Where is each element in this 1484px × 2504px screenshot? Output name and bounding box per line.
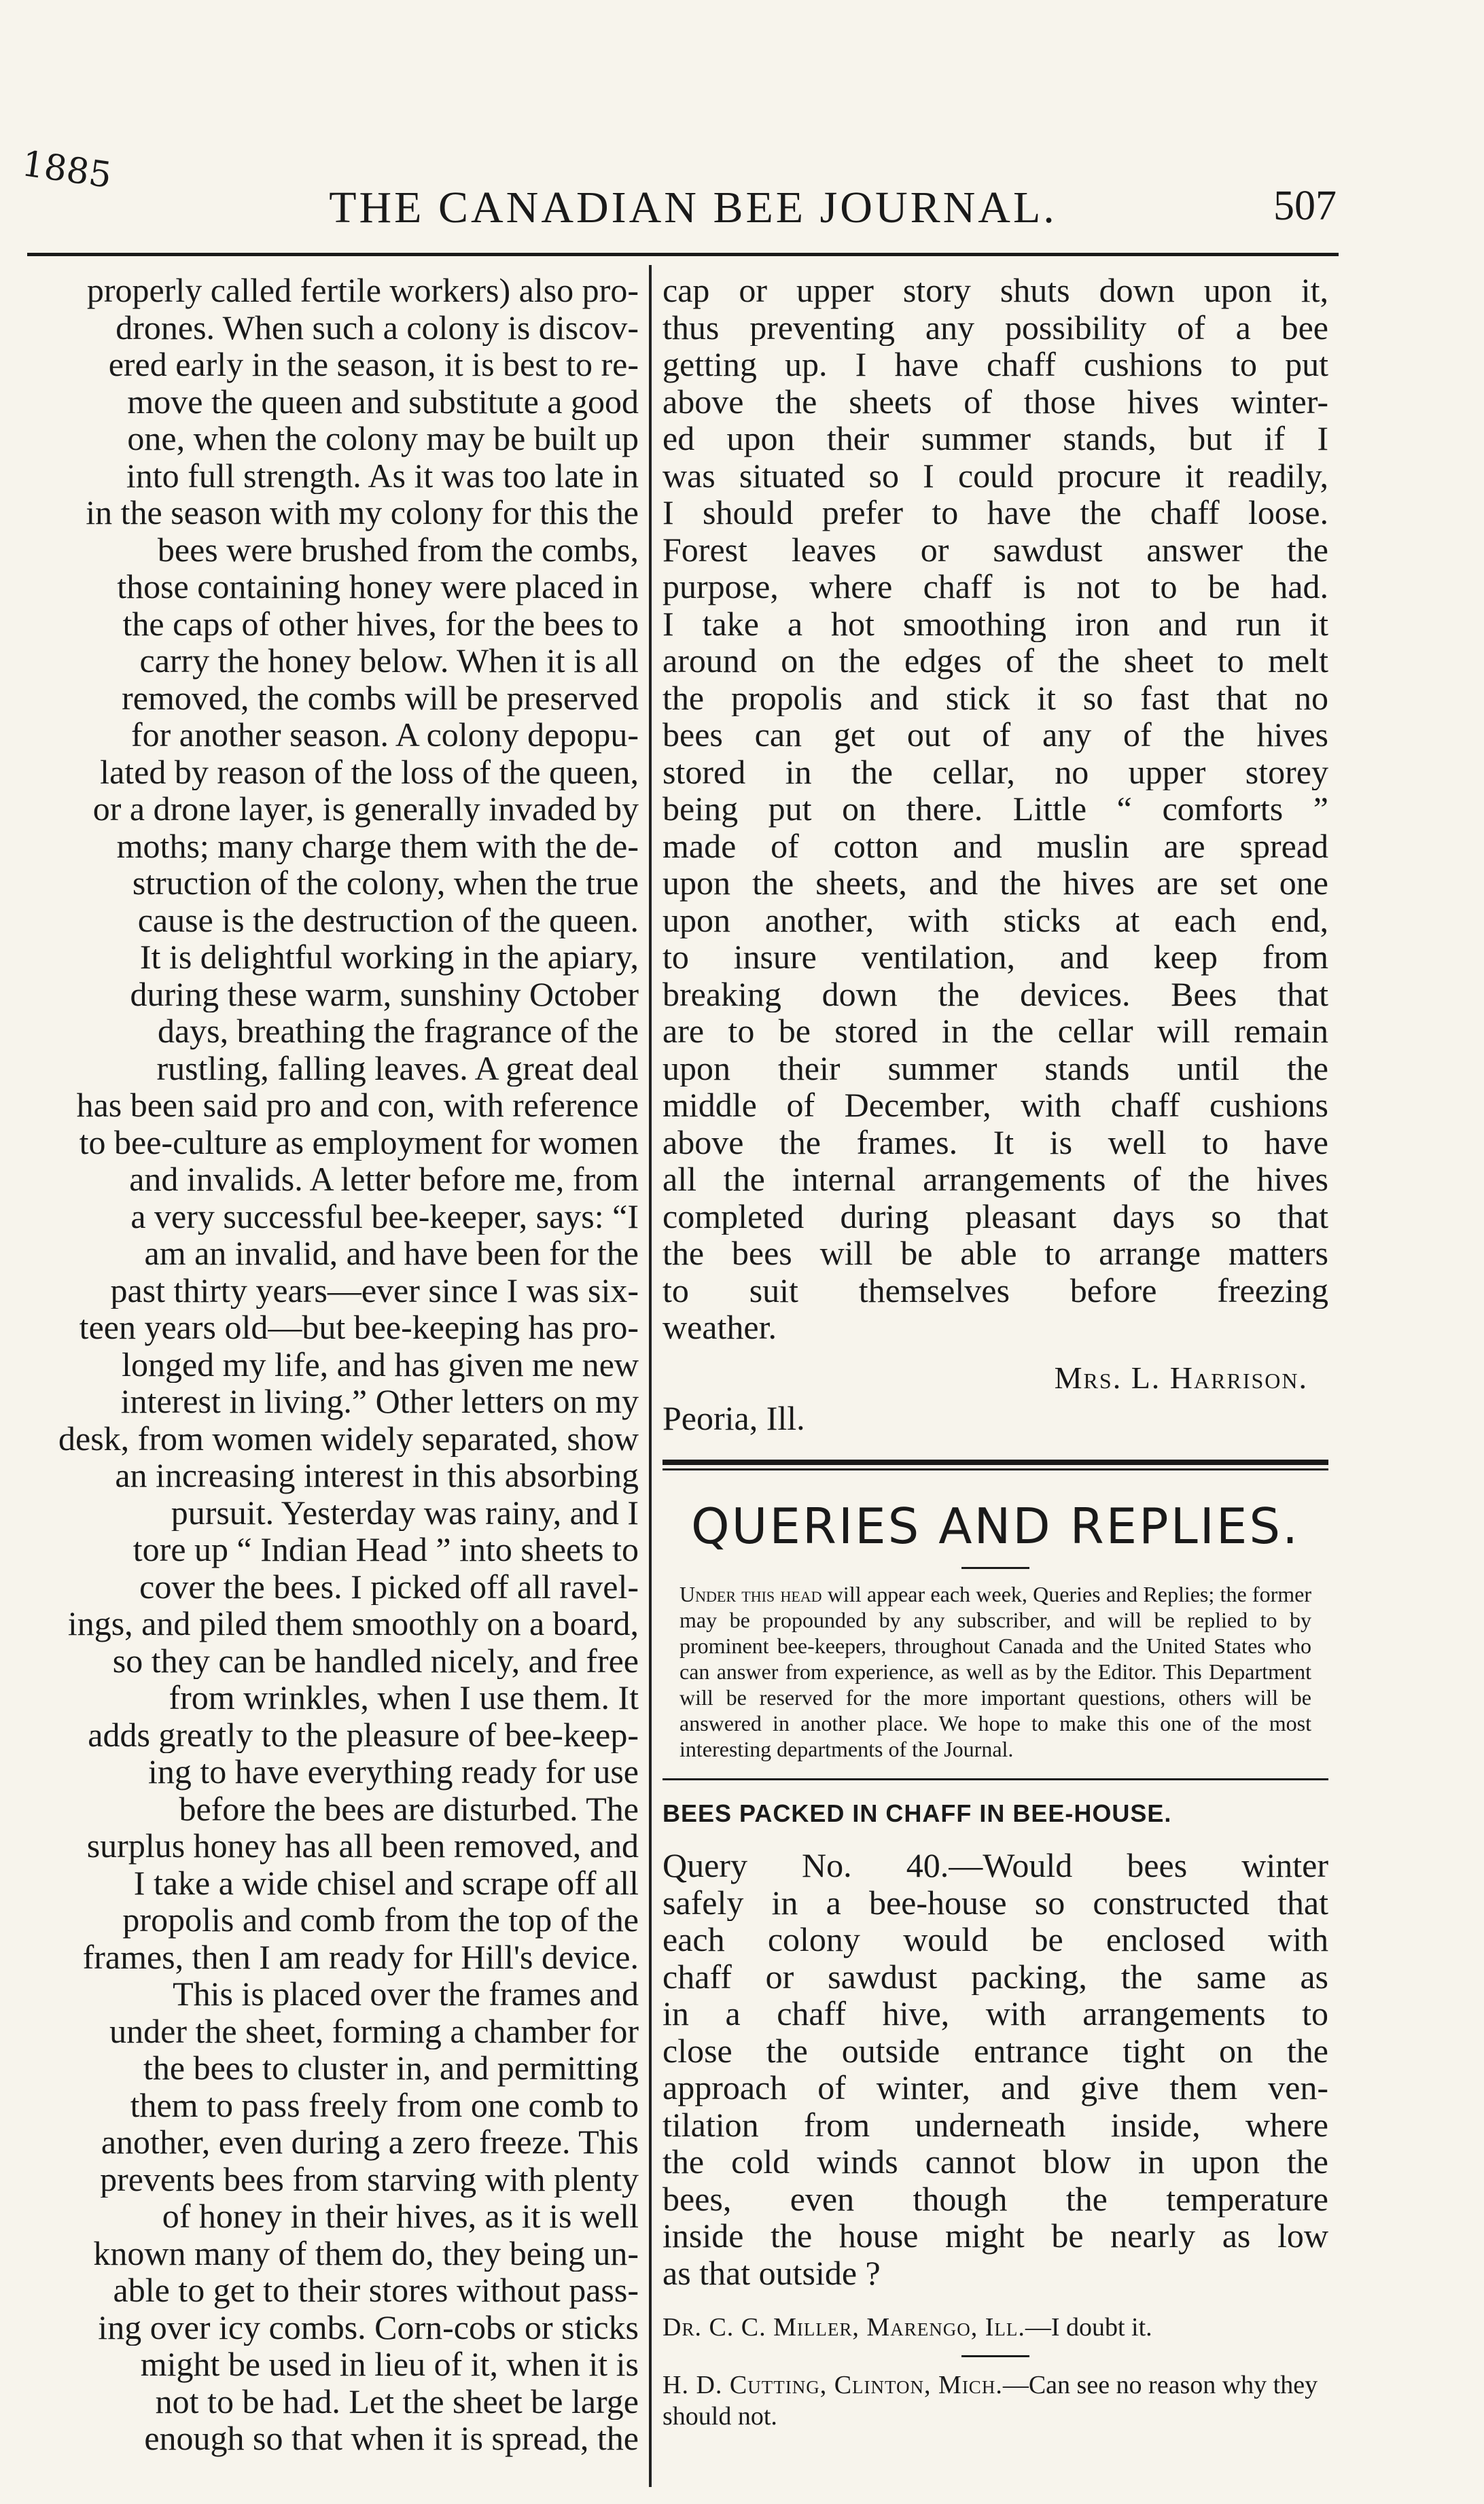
left-column-line: properly called fertile workers) also pro- — [86, 272, 639, 309]
right-column-line: made of cotton and muslin are spread — [662, 827, 1328, 864]
reply-author: Dr. C. C. Miller, Marengo, Ill. — [662, 2313, 1025, 2342]
left-column-line: interest in living.” Other letters on my — [120, 1383, 639, 1420]
query-line: safely in a bee-house so constructed that — [662, 1884, 1328, 1921]
left-column-line: has been said pro and con, with reference — [76, 1087, 639, 1124]
right-column-line: above the sheets of those hives winter- — [662, 383, 1328, 420]
left-column-line: might be used in lieu of it, when it is — [140, 2346, 639, 2383]
right-column-line: weather. — [662, 1309, 777, 1346]
right-column-line: I should prefer to have the chaff loose. — [662, 494, 1328, 531]
left-column-line: not to be had. Let the sheet be large — [155, 2382, 639, 2420]
query-line: as that outside ? — [662, 2254, 881, 2291]
left-column-line: propolis and comb from the top of the — [122, 1901, 639, 1939]
left-column-line: a very successful bee-keeper, says: “I — [130, 1197, 639, 1235]
left-column-line: the bees to cluster in, and permitting — [143, 2049, 639, 2087]
column-divider — [649, 265, 652, 2487]
intro-rule — [662, 1778, 1328, 1780]
left-column-line: It is delightful working in the apiary, — [139, 938, 639, 976]
left-column-line: or a drone layer, is generally invaded by — [92, 790, 639, 828]
query-heading: BEES PACKED IN CHAFF IN BEE-HOUSE. — [662, 1799, 1172, 1827]
left-column-line: so they can be handled nicely, and free — [112, 1642, 639, 1679]
intro-lead: Under this head — [679, 1582, 822, 1606]
left-column-line: before the bees are disturbed. The — [179, 1790, 639, 1827]
reply-cutting — [662, 2369, 1328, 2432]
left-column-line: an increasing interest in this absorbing — [115, 1457, 639, 1494]
left-column-line: pursuit. Yesterday was rainy, and I — [171, 1494, 639, 1531]
left-column — [14, 272, 639, 2457]
query-line: in a chaff hive, with arrangements to — [662, 1995, 1328, 2032]
query-text — [662, 1847, 1328, 2291]
author-place: Peoria, Ill. — [662, 1399, 805, 1436]
left-column-line: surplus honey has all been removed, and — [86, 1827, 639, 1865]
left-column-line: This is placed over the frames and — [173, 1975, 639, 2013]
right-column — [662, 272, 1328, 2432]
right-column-line: to insure ventilation, and keep from — [662, 938, 1328, 976]
left-column-line: another, even during a zero freeze. This — [101, 2123, 639, 2161]
left-column-line: struction of the colony, when the true — [132, 864, 639, 902]
left-column-line: lated by reason of the loss of the queen, — [100, 753, 639, 790]
query-line: chaff or sawdust packing, the same as — [662, 1958, 1328, 1995]
left-column-line: bees were brushed from the combs, — [157, 531, 639, 568]
right-column-line: purpose, where chaff is not to be had. — [662, 568, 1328, 605]
left-column-line: the caps of other hives, for the bees to — [122, 605, 639, 642]
query-line: approach of winter, and give them ven- — [662, 2069, 1328, 2106]
query-line: bees, even though the temperature — [662, 2180, 1328, 2217]
left-column-line: ing over icy combs. Corn-cobs or sticks — [98, 2308, 639, 2346]
left-column-line: frames, then I am ready for Hill's device. — [82, 1938, 639, 1975]
left-column-line: move the queen and substitute a good — [127, 383, 639, 420]
section-rule — [662, 1460, 1328, 1470]
left-column-line: tore up “ Indian Head ” into sheets to — [132, 1531, 639, 1568]
left-column-line: desk, from women widely separated, show — [58, 1419, 639, 1457]
left-column-line: known many of them do, they being un- — [93, 2234, 639, 2272]
section-intro — [662, 1581, 1328, 1762]
left-column-line: ings, and piled them smoothly on a board, — [67, 1605, 639, 1642]
left-column-line: cover the bees. I picked off all ravel- — [139, 1568, 639, 1605]
right-column-text — [662, 272, 1328, 1346]
left-column-line: rustling, falling leaves. A great deal — [156, 1049, 639, 1087]
right-column-line: completed during pleasant days so that — [662, 1197, 1328, 1235]
left-column-line: into full strength. As it was too late in — [126, 457, 639, 494]
left-column-line: in the season with my colony for this the — [86, 494, 639, 531]
left-column-line: removed, the combs will be preserved — [122, 679, 639, 716]
right-column-line: Forest leaves or sawdust answer the — [662, 531, 1328, 568]
query-line: close the outside entrance tight on the — [662, 2032, 1328, 2069]
left-column-line: and invalids. A letter before me, from — [129, 1161, 639, 1198]
reply-text: —I doubt it. — [1025, 2313, 1152, 2342]
right-column-line: cap or upper story shuts down upon it, — [662, 272, 1328, 309]
short-rule — [961, 1567, 1029, 1569]
reply-author: H. D. Cutting, Clinton, Mich. — [662, 2371, 1003, 2399]
right-column-line: thus preventing any possibility of a bee — [662, 308, 1328, 346]
left-column-line: to bee-culture as employment for women — [79, 1123, 639, 1161]
right-column-line: the propolis and stick it so fast that no — [662, 679, 1328, 716]
right-column-line: upon another, with sticks at each end, — [662, 901, 1328, 938]
left-column-line: one, when the colony may be built up — [127, 420, 639, 457]
query-line: inside the house might be nearly as low — [662, 2217, 1328, 2255]
year: 1885 — [19, 143, 114, 196]
reply-miller — [662, 2312, 1328, 2343]
right-column-line: was situated so I could procure it readily, — [662, 457, 1328, 494]
query-line: Query No. 40.—Would bees winter — [662, 1847, 1328, 1884]
right-column-line: stored in the cellar, no upper storey — [662, 753, 1328, 790]
left-column-line: cause is the destruction of the queen. — [137, 901, 639, 938]
left-column-line: from wrinkles, when I use them. It — [169, 1679, 639, 1716]
left-column-line: carry the honey below. When it is all — [139, 642, 639, 680]
section-title: QUERIES AND REPLIES. — [690, 1498, 1300, 1555]
right-column-line: above the frames. It is well to have — [662, 1123, 1328, 1161]
left-column-line: them to pass freely from one comb to — [130, 2086, 639, 2123]
left-column-line: enough so that when it is spread, the — [144, 2420, 639, 2457]
left-column-line: longed my life, and has given me new — [122, 1345, 639, 1383]
left-column-line: I take a wide chisel and scrape off all — [133, 1864, 639, 1901]
right-column-line: I take a hot smoothing iron and run it — [662, 605, 1328, 642]
left-column-line: for another season. A colony depopu- — [130, 716, 639, 754]
left-column-line: am an invalid, and have been for the — [144, 1235, 639, 1272]
right-column-line: are to be stored in the cellar will remain — [662, 1012, 1328, 1050]
query-line: the cold winds cannot blow in upon the — [662, 2143, 1328, 2181]
right-column-line: getting up. I have chaff cushions to put — [662, 346, 1328, 383]
right-column-line: bees can get out of any of the hives — [662, 716, 1328, 754]
left-column-line: teen years old—but bee-keeping has pro- — [79, 1309, 639, 1346]
header-rule — [27, 253, 1339, 256]
left-column-line: those containing honey were placed in — [117, 568, 639, 605]
left-column-line: ing to have everything ready for use — [148, 1753, 639, 1791]
right-column-line: breaking down the devices. Bees that — [662, 975, 1328, 1012]
right-column-line: upon their summer stands until the — [662, 1049, 1328, 1087]
right-column-line: all the internal arrangements of the hives — [662, 1161, 1328, 1198]
left-column-line: able to get to their stores without pass- — [113, 2272, 639, 2309]
right-column-line: being put on there. Little “ comforts ” — [662, 790, 1328, 828]
right-column-line: the bees will be able to arrange matters — [662, 1235, 1328, 1272]
left-column-line: drones. When such a colony is discov- — [116, 308, 639, 346]
page-number: 507 — [1273, 183, 1337, 229]
reply-rule — [961, 2355, 1029, 2357]
left-column-line: ered early in the season, it is best to re- — [108, 346, 639, 383]
left-column-line: prevents bees from starving with plenty — [100, 2160, 639, 2198]
right-column-line: to suit themselves before freezing — [662, 1271, 1328, 1309]
right-column-line: ed upon their summer stands, but if I — [662, 420, 1328, 457]
journal-title: THE CANADIAN BEE JOURNAL. — [329, 183, 1057, 232]
query-line: tilation from underneath inside, where — [662, 2106, 1328, 2143]
right-column-line: middle of December, with chaff cushions — [662, 1087, 1328, 1124]
left-column-line: days, breathing the fragrance of the — [157, 1012, 639, 1050]
left-column-line: during these warm, sunshiny October — [130, 975, 639, 1012]
left-column-line: past thirty years—ever since I was six- — [110, 1271, 639, 1309]
intro-text: will appear each week, Queries and Replies; the former may be propounded by any subscriber, and will be replied to by prominent bee-keepers, throughout Canada and the United States who can answer from experience, as well as by the Editor. This Department will be reserved for the more important questions, others will be answered in another place. We hope to make this one of the most interesting departments of the Journal. — [679, 1582, 1311, 1761]
left-column-line: moths; many charge them with the de- — [116, 827, 639, 864]
author-signature: Mrs. L. Harrison. — [1054, 1360, 1308, 1395]
left-column-line: adds greatly to the pleasure of bee-keep- — [88, 1716, 639, 1753]
left-column-line: of honey in their hives, as it is well — [162, 2198, 639, 2235]
query-line: each colony would be enclosed with — [662, 1921, 1328, 1958]
right-column-line: upon the sheets, and the hives are set one — [662, 864, 1328, 902]
left-column-line: under the sheet, forming a chamber for — [109, 2012, 639, 2049]
right-column-line: around on the edges of the sheet to melt — [662, 642, 1328, 680]
reply-text: —Can see no reason why they should not. — [662, 2371, 1318, 2431]
